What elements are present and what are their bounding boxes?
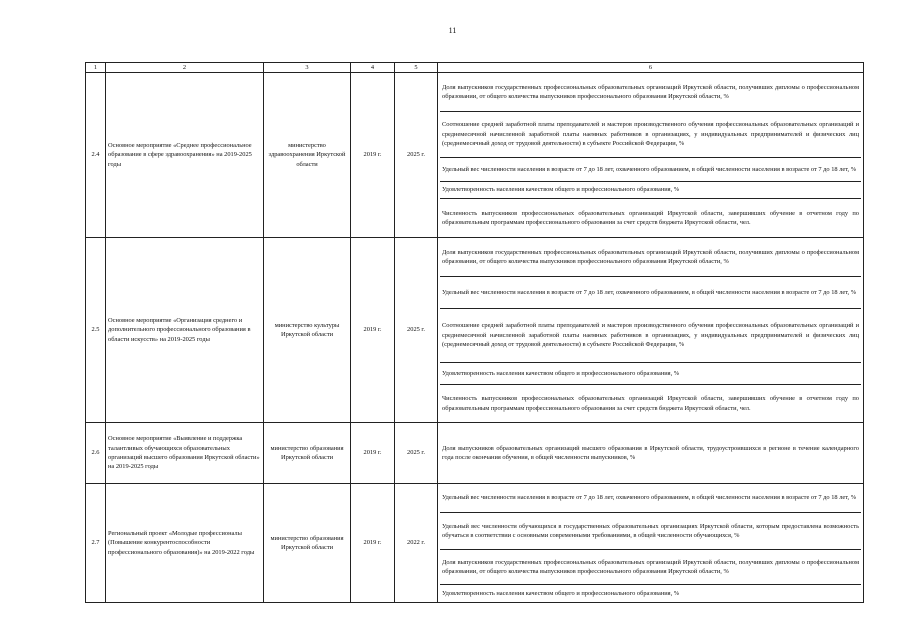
column-header: 5 bbox=[395, 63, 438, 73]
start-year: 2019 г. bbox=[351, 238, 395, 423]
indicator-item: Доля выпускников государственных профессиональных образовательных организаций Иркутской области, получивших дипломы о профессиональном образовании, от общего количества выпускников профессионального образования Иркутской области, % bbox=[442, 248, 859, 265]
indicator-item: Удельный вес численности населения в возрасте от 7 до 18 лет, охваченного образованием, в общей численности населения в возрасте от 7 до 18 лет, % bbox=[440, 157, 861, 181]
indicator-item: Удовлетворенность населения качеством общего и профессионального образования, % bbox=[440, 584, 861, 602]
row-number: 2.5 bbox=[86, 238, 106, 423]
start-year: 2019 г. bbox=[351, 423, 395, 484]
table-row bbox=[86, 238, 864, 423]
column-header: 2 bbox=[106, 63, 264, 73]
page-number: 11 bbox=[448, 26, 457, 35]
indicators-cell bbox=[438, 484, 864, 603]
event-name: Основное мероприятие «Организация среднего и дополнительного профессионального образования в области искусств» на 2019-2025 годы bbox=[106, 238, 264, 423]
indicator-item: Удельный вес численности населения в возрасте от 7 до 18 лет, охваченного образованием, в общей численности населения в возрасте от 7 до 18 лет, % bbox=[442, 494, 857, 502]
event-name: Региональный проект «Молодые профессионалы (Повышение конкурентоспособности профессионального образования)» на 2019-2022 годы bbox=[106, 484, 264, 603]
executor: министерство культуры Иркутской области bbox=[264, 238, 351, 423]
indicator-item: Соотношение средней заработной платы преподавателей и мастеров производственного обучения профессиональных образовательных организаций и среднемесячной начисленной заработной платы наемных работников в организациях, у индивидуальных предпринимателей и физических лиц (среднемесячный доход от трудовой деятельности) в субъекте Российской Федерации, % bbox=[440, 111, 861, 157]
start-year: 2019 г. bbox=[351, 484, 395, 603]
indicator-item: Удельный вес численности населения в возрасте от 7 до 18 лет, охваченного образованием, в общей численности населения в возрасте от 7 до 18 лет, % bbox=[440, 276, 861, 308]
table-row bbox=[86, 423, 864, 484]
indicator-item: Доля выпускников государственных профессиональных образовательных организаций Иркутской области, получивших дипломы о профессиональном образовании, от общего количества выпускников профессионального образования Иркутской области, % bbox=[442, 83, 859, 100]
indicator-item: Доля выпускников государственных профессиональных образовательных организаций Иркутской области, получивших дипломы о профессиональном образовании, от общего количества выпускников профессионального образования Иркутской области, % bbox=[440, 549, 861, 584]
indicator-item: Численность выпускников профессиональных образовательных организаций Иркутской области, завершивших обучение в отчетном году по образовательным программам профессионального образования за счет средств бюджета Иркутской области, чел. bbox=[440, 384, 861, 422]
indicator-item: Соотношение средней заработной платы преподавателей и мастеров производственного обучения профессиональных образовательных организаций и среднемесячной начисленной заработной платы наемных работников в организациях, у индивидуальных предпринимателей и физических лиц (среднемесячный доход от трудовой деятельности) в субъекте Российской Федерации, % bbox=[440, 308, 861, 362]
row-number: 2.4 bbox=[86, 73, 106, 238]
indicator-item: Численность выпускников профессиональных образовательных организаций Иркутской области, завершивших обучение в отчетном году по образовательным программам профессионального образования за счет средств бюджета Иркутской области, чел. bbox=[440, 198, 861, 237]
header-row bbox=[86, 63, 864, 73]
end-year: 2025 г. bbox=[395, 73, 438, 238]
indicator-item: Удовлетворенность населения качеством общего и профессионального образования, % bbox=[440, 181, 861, 198]
table-row bbox=[86, 484, 864, 603]
end-year: 2022 г. bbox=[395, 484, 438, 603]
row-number: 2.6 bbox=[86, 423, 106, 484]
end-year: 2025 г. bbox=[395, 423, 438, 484]
program-table bbox=[85, 62, 864, 603]
end-year: 2025 г. bbox=[395, 238, 438, 423]
column-header: 6 bbox=[438, 63, 864, 73]
executor: министерство образования Иркутской области bbox=[264, 484, 351, 603]
event-name: Основное мероприятие «Среднее профессиональное образование в сфере здравоохранения» на 2019-2025 годы bbox=[106, 73, 264, 238]
column-header: 1 bbox=[86, 63, 106, 73]
column-header: 4 bbox=[351, 63, 395, 73]
indicator-item: Удельный вес численности обучающихся в государственных образовательных организациях Иркутской области, которым предоставлена возможность обучаться в соответствии с основными современными требованиями, в общей численности обучающихся, % bbox=[440, 512, 861, 549]
event-name: Основное мероприятие «Выявление и поддержка талантливых обучающихся образовательных организаций высшего образования Иркутской области» на 2019-2025 годы bbox=[106, 423, 264, 484]
executor: министерство образования Иркутской области bbox=[264, 423, 351, 484]
executor: министерство здравоохранения Иркутской области bbox=[264, 73, 351, 238]
indicators-cell bbox=[438, 73, 864, 238]
start-year: 2019 г. bbox=[351, 73, 395, 238]
indicators-cell bbox=[438, 423, 864, 484]
indicator-item: Доля выпускников образовательных организаций высшего образования в Иркутской области, трудоустроившихся в регионе в течение календарного года после окончания обучения, в общей численности выпускников, % bbox=[442, 444, 859, 461]
indicator-item: Удовлетворенность населения качеством общего и профессионального образования, % bbox=[440, 362, 861, 384]
column-header: 3 bbox=[264, 63, 351, 73]
indicators-cell bbox=[438, 238, 864, 423]
row-number: 2.7 bbox=[86, 484, 106, 603]
table-row bbox=[86, 73, 864, 238]
